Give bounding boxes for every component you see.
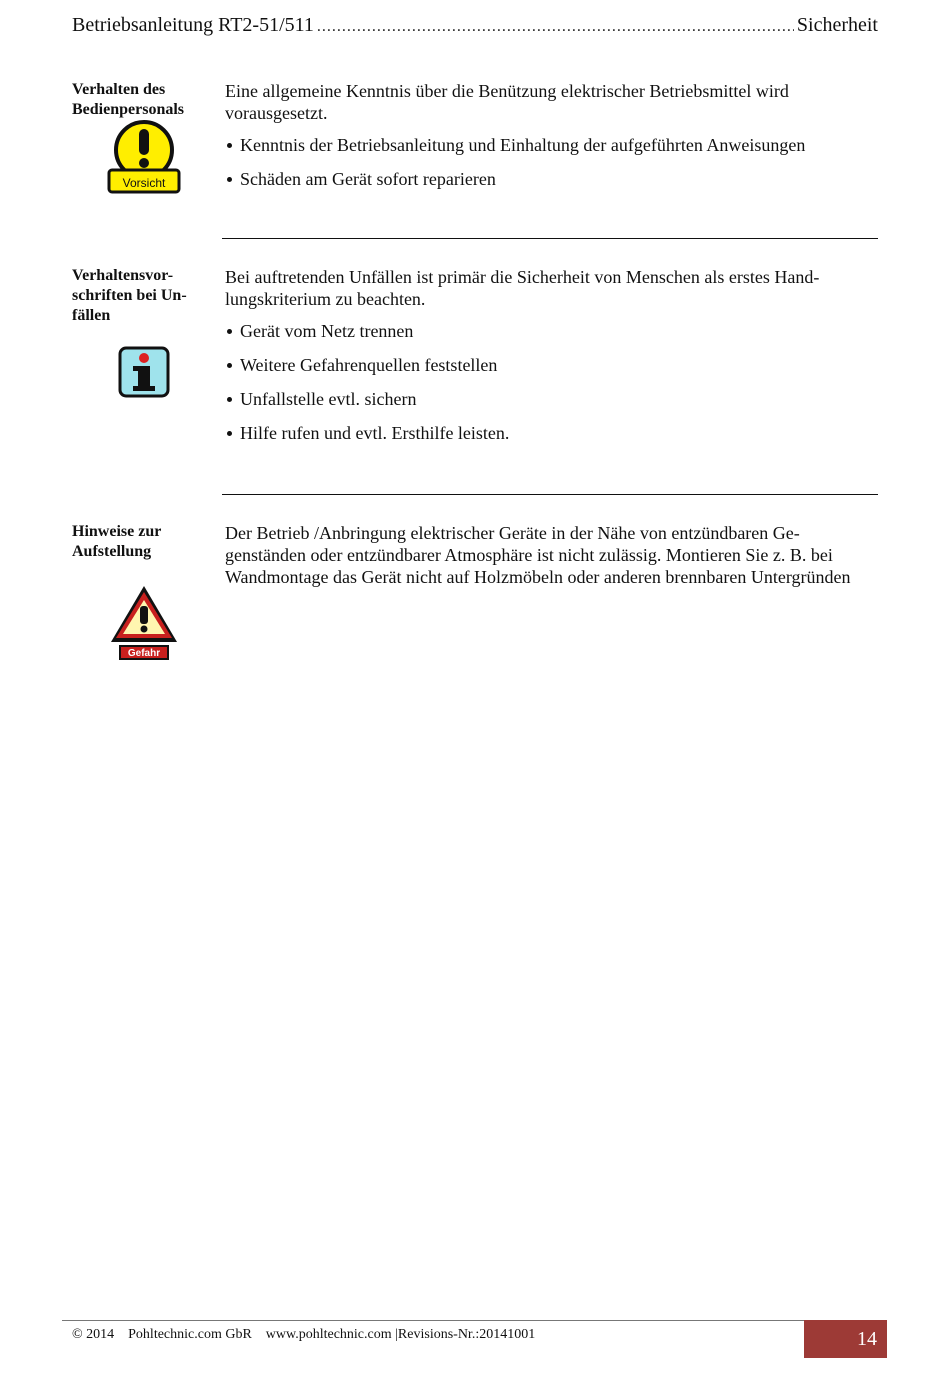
footer-divider [62,1320,804,1321]
running-header [72,14,878,42]
list-item: Hilfe rufen und evtl. Ersthilfe leisten. [225,422,875,444]
list-item: Schäden am Gerät sofort reparieren [225,168,875,190]
list-item: Unfallstelle evtl. sichern [225,388,875,410]
section-body [225,80,875,202]
section-intro: Eine allgemeine Kenntnis über die Benützung elektrischer Betriebsmittel wird vorausgesetzt. [225,81,789,123]
bullet-list [225,320,875,444]
header-chapter-title: Sicherheit [796,14,878,36]
section-heading: Verhalten des Bedienpersonals [72,81,185,118]
header-document-title: Betriebsanleitung RT2-51/511 [72,14,314,36]
page-number: 14 [804,1320,887,1358]
header-leader-dots [317,18,794,36]
section-body [225,266,875,456]
section-heading: Hinweise zur Aufstellung [72,523,162,560]
vorsicht-caution-icon [106,120,182,196]
section-divider [222,494,878,495]
svg-text:Gefahr: Gefahr [127,648,161,659]
section-intro: Bei auftretenden Unfällen ist primär die Sicherheit von Menschen als erstes Hand-lungskriterium zu beachten. [225,267,820,309]
list-item: Kenntnis der Betriebsanleitung und Einhaltung der aufgeführten Anweisungen [225,134,875,156]
gefahr-danger-icon [108,582,180,662]
footer-copyright: © 2014 Pohltechnic.com GbR www.pohltechnic.com |Revisions-Nr.:20141001 [72,1327,536,1342]
svg-text:Vorsicht: Vorsicht [122,176,166,190]
section-intro: Der Betrieb /Anbringung elektrischer Geräte in der Nähe von entzündbaren Ge-genständen oder entzündbarer Atmosphäre ist nicht zulässig. Montieren Sie z. B. bei Wandmontage das Gerät nicht auf Holzmöbeln oder anderen brennbaren Untergründen [225,523,851,587]
section-body [225,522,875,598]
list-item: Weitere Gefahrenquellen feststellen [225,354,875,376]
information-icon [118,346,170,398]
section-divider [222,238,878,239]
list-item: Gerät vom Netz trennen [225,320,875,342]
section-heading: Verhaltensvor-schriften bei Un-fällen [72,267,187,324]
bullet-list [225,134,875,190]
